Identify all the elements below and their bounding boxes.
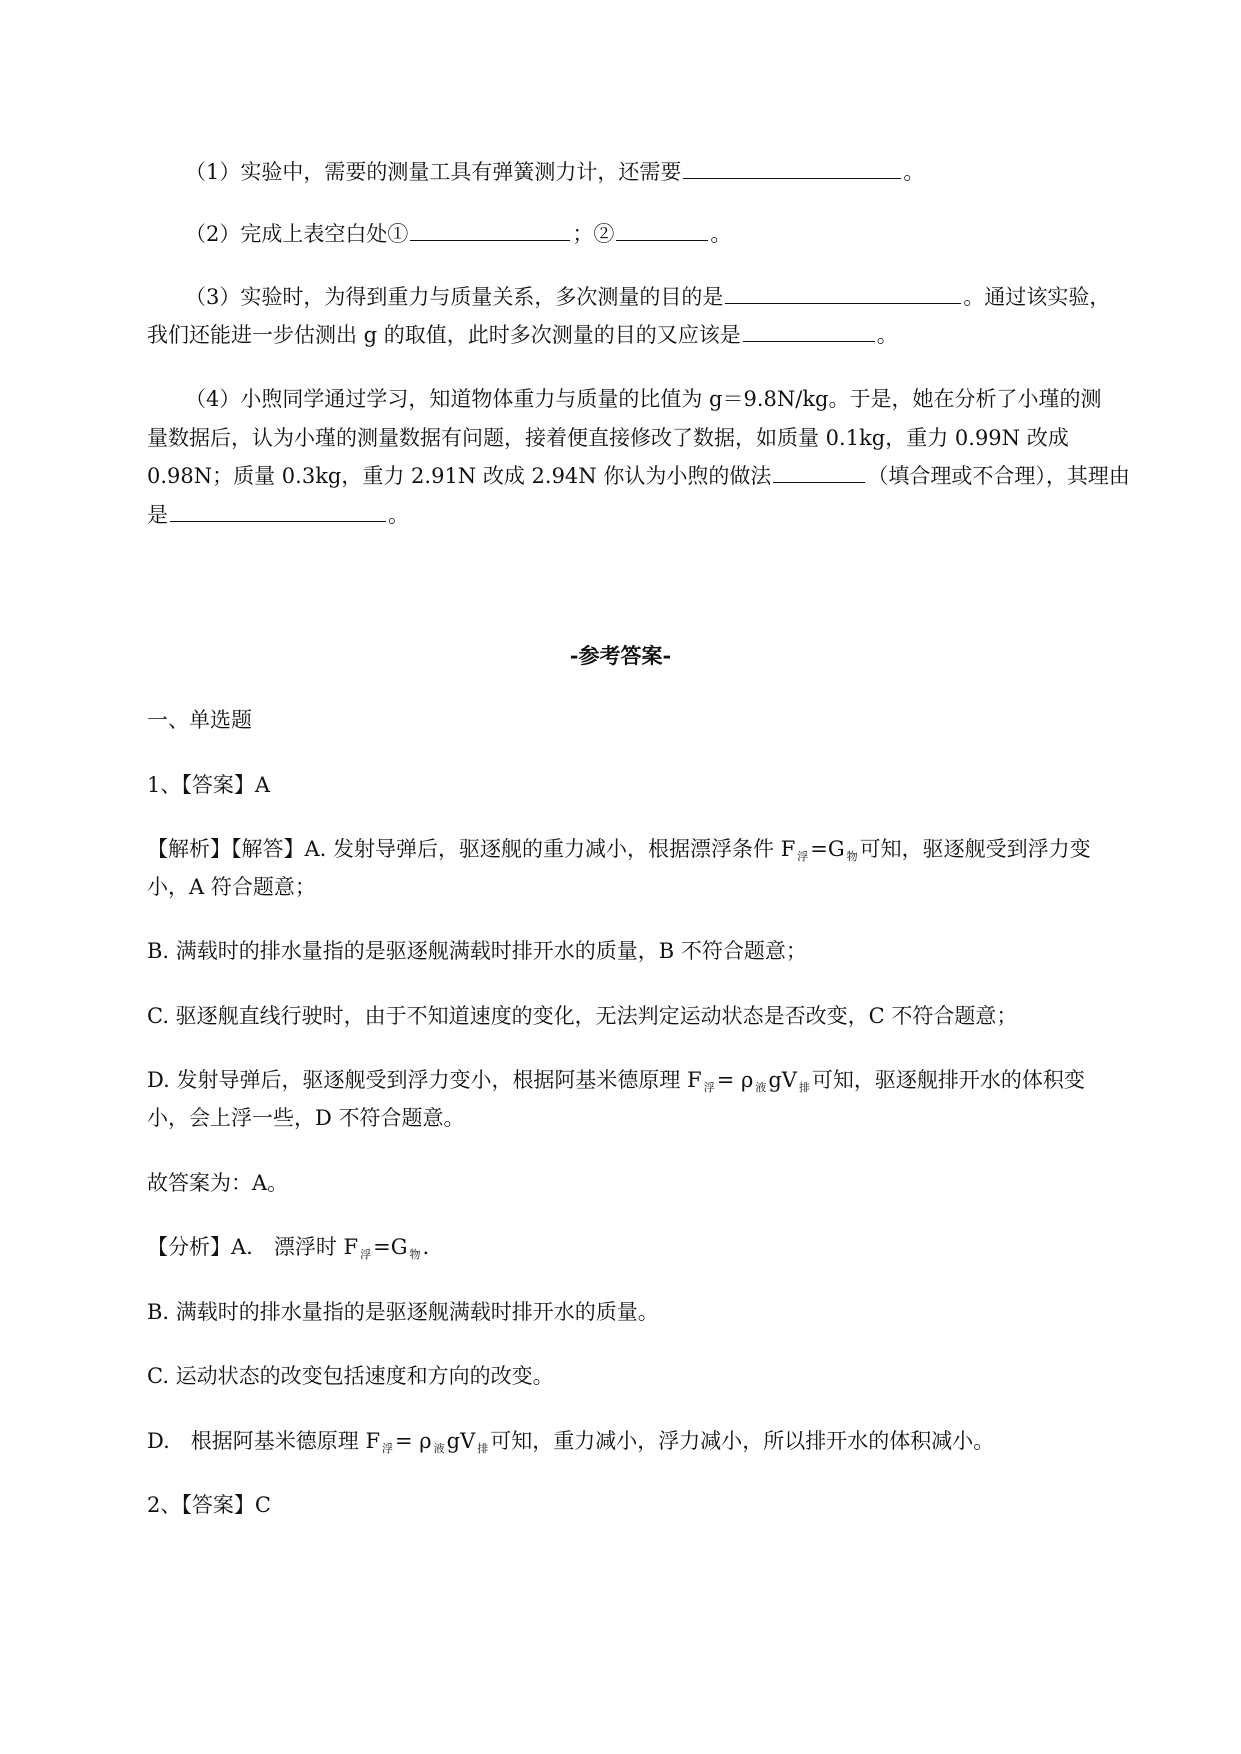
answer-1-fenxi-d bbox=[147, 1418, 1157, 1472]
subscript: 浮 bbox=[382, 1442, 394, 1455]
question-4-end: 。 bbox=[388, 503, 409, 527]
subscript: 排 bbox=[798, 1081, 810, 1094]
option-d-text: D. 发射导弹后，驱逐舰受到浮力变小，根据阿基米德原理 F bbox=[147, 1068, 702, 1092]
question-2-mid: ；② bbox=[572, 222, 615, 246]
subscript: 排 bbox=[477, 1442, 489, 1455]
subscript: 液 bbox=[755, 1081, 767, 1094]
fenxi-text: =G bbox=[373, 1235, 408, 1259]
answer-1-option-d-line-2: 小，会上浮一些，D 不符合题意。 bbox=[147, 1106, 465, 1130]
question-4-text-4: 是 bbox=[147, 503, 168, 527]
answer-blank-4a[interactable] bbox=[773, 460, 865, 483]
question-2-text: （2）完成上表空白处① bbox=[185, 222, 409, 246]
analysis-text: =G bbox=[810, 837, 845, 861]
subscript: 物 bbox=[846, 850, 858, 863]
option-d-text: gV bbox=[768, 1068, 797, 1092]
answer-blank-2b[interactable] bbox=[616, 218, 708, 241]
answer-1-option-b: B. 满载时的排水量指的是驱逐舰满载时排开水的质量，B 不符合题意； bbox=[147, 939, 807, 963]
answer-blank-4b[interactable] bbox=[170, 499, 386, 522]
subscript: 浮 bbox=[703, 1081, 715, 1094]
question-4-text-2: 量数据后，认为小瑾的测量数据有问题，接着便直接修改了数据，如质量 0.1kg，重力 0.99N 改成 bbox=[147, 426, 1069, 450]
answer-blank-3b[interactable] bbox=[743, 319, 875, 342]
question-3-end: 。 bbox=[876, 323, 898, 347]
answer-1-option-c: C. 驱逐舰直线行驶时，由于不知道速度的变化，无法判定运动状态是否改变，C 不符合题意； bbox=[147, 1004, 1018, 1028]
fenxi-d-text: = ρ bbox=[395, 1429, 432, 1453]
question-4-text-3: 0.98N；质量 0.3kg，重力 2.91N 改成 2.94N 你认为小煦的做法 bbox=[147, 464, 772, 488]
fenxi-d-text: D. 根据阿基米德原理 F bbox=[147, 1429, 381, 1453]
question-1 bbox=[147, 149, 1195, 195]
answer-1-fenxi-b: B. 满载时的排水量指的是驱逐舰满载时排开水的质量。 bbox=[147, 1300, 659, 1324]
question-1-text: （1）实验中，需要的测量工具有弹簧测力计，还需要 bbox=[185, 160, 682, 184]
analysis-text: 【解析】【解答】A. 发射导弹后，驱逐舰的重力减小，根据漂浮条件 F bbox=[147, 837, 796, 861]
question-2 bbox=[147, 211, 1195, 257]
question-3-line-2 bbox=[147, 312, 1157, 358]
subscript: 物 bbox=[409, 1248, 421, 1261]
answer-blank-1[interactable] bbox=[683, 156, 901, 179]
option-d-text: 可知，驱逐舰排开水的体积变 bbox=[811, 1068, 1085, 1092]
subscript: 浮 bbox=[360, 1248, 372, 1261]
answers-title: -参考答案- bbox=[569, 643, 672, 668]
question-4-text-3b: （填合理或不合理），其理由 bbox=[867, 464, 1130, 488]
fenxi-d-text: gV bbox=[446, 1429, 476, 1453]
answer-1-label: 1、【答案】A bbox=[147, 773, 271, 797]
question-3-text: （3）实验时，为得到重力与质量关系，多次测量的目的是 bbox=[185, 285, 724, 309]
answer-1-final: 故答案为：A。 bbox=[147, 1171, 289, 1195]
section-heading: 一、单选题 bbox=[147, 708, 252, 732]
question-2-end: 。 bbox=[710, 222, 732, 246]
option-d-text: = ρ bbox=[716, 1068, 754, 1092]
answer-1-fenxi-c: C. 运动状态的改变包括速度和方向的改变。 bbox=[147, 1364, 554, 1388]
question-3-mid: 。通过该实验， bbox=[963, 285, 1111, 309]
question-1-end: 。 bbox=[903, 160, 925, 184]
subscript: 液 bbox=[433, 1442, 445, 1455]
question-4-line-4 bbox=[147, 492, 1157, 538]
fenxi-d-text: 可知，重力减小，浮力减小，所以排开水的体积减小。 bbox=[490, 1429, 995, 1453]
answer-2-label: 2、【答案】C bbox=[147, 1493, 271, 1517]
answer-1-analysis-line-2: 小，A 符合题意； bbox=[147, 875, 316, 899]
fenxi-text: . bbox=[422, 1235, 430, 1259]
answer-blank-2a[interactable] bbox=[410, 218, 570, 241]
subscript: 浮 bbox=[797, 850, 809, 863]
question-4-text-1: （4）小煦同学通过学习，知道物体重力与质量的比值为 g＝9.8N/kg。于是，她在分析了小瑾的测 bbox=[185, 387, 1102, 411]
answer-blank-3a[interactable] bbox=[725, 281, 961, 304]
answer-1-fenxi-a bbox=[147, 1224, 1157, 1278]
question-3-text-2: 我们还能进一步估测出 g 的取值，此时多次测量的目的又应该是 bbox=[147, 323, 741, 347]
analysis-text: 可知，驱逐舰受到浮力变 bbox=[859, 837, 1091, 861]
fenxi-text: 【分析】A. 漂浮时 F bbox=[147, 1235, 359, 1259]
